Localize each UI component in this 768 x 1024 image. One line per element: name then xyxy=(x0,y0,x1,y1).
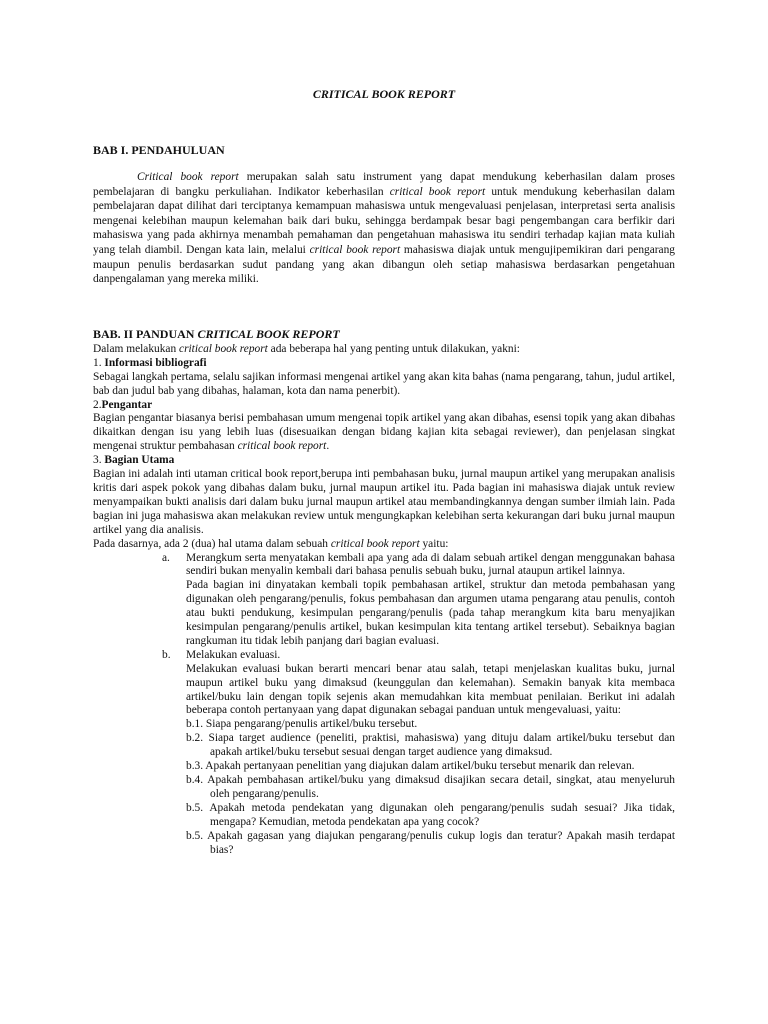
item-a-text-2: Pada bagian ini dinyatakan kembali topik pembahasan artikel, struktur dan metoda pembahasan yang digunakan oleh pengarang/penulis, fokus pembahasan dan argumen utama pengarang atau penulis, contoh atau bukti pendukung, kesimpulan pengarang/penulis (pada tahap merangkum kita baru menyajikan kesimpulan pengarang/penulis artikel, bukan kesimpulan kita tentang artikel tersebut). Sebaiknya bagian rangkuman itu tidak lebih panjang dari bagian evaluasi. xyxy=(186,579,675,647)
section-1-number: 1. xyxy=(93,356,105,369)
section-2-number: 2. xyxy=(93,398,102,411)
section-2-text xyxy=(93,412,675,454)
section-3-text: Bagian ini adalah inti utaman critical book report,berupa inti pembahasan buku, jurnal maupun artikel yang merupakan analisis kritis dari aspek pokok yang dibahas dalam buku, jurnal maupun artikel itu. Pada bagian ini mahasiswa diajak untuk review menyampaikan bukti analisis dari dalam buku jurnal maupun artikel atau membandingkannya dengan sumber ilmiah lain. Pada bagian ini juga mahasiswa akan melakukan review untuk mengungkapkan kelebihan serta kekurangan dari buku jurnal maupun artikel yang dia analisis. xyxy=(93,468,675,536)
question-item: b.3. Apakah pertanyaan penelitian yang diajukan dalam artikel/buku tersebut menarik dan relevan. xyxy=(186,760,635,773)
question-item: b.2. Siapa target audience (peneliti, praktisi, mahasiswa) yang dituju dalam artikel/buku tersebut dan apakah artikel/buku tersebut sesuai dengan target audience yang dimaksud. xyxy=(186,732,675,759)
bab1-text-1: merupakan salah satu instrument yang dapat mendukung keberhasilan dalam proses pembelajaran di bangku perkuliahan. Indikator keberhasilan xyxy=(93,171,675,198)
bab2-intro-text-2: ada beberapa hal yang penting untuk dilakukan, yakni: xyxy=(267,342,520,355)
list-marker-b: b. xyxy=(162,648,171,661)
list-marker-a: a. xyxy=(162,551,170,564)
bab2-heading-em: CRITICAL BOOK REPORT xyxy=(197,327,340,341)
bab1-text-2: untuk mendukung keberhasilan dalam pembelajaran dapat dilihat dari terciptanya kemampuan mahasiswa untuk mengevaluasi penjelasan, interpretasi serta analisis mengenai kelebihan maupun kelemahan baik dari buku, sehingga berdampak besar bagi pengembangan cara berfikir dari mahasiswa yang pada akhirnya menambah pemahaman dan pengetahuan mahasiswa itu sendiri terhadap kajian mata kuliah yang telah diambil. Dengan kata lain, melalui xyxy=(93,185,675,256)
section-2-text-2: . xyxy=(326,440,330,453)
main-points-list xyxy=(93,552,675,858)
section-3-lead-text-1: Pada dasarnya, ada 2 (dua) hal utama dalam sebuah xyxy=(93,537,331,550)
bab2-intro-text-1: Dalam melakukan xyxy=(93,342,180,355)
bab2-section xyxy=(93,328,675,857)
evaluation-questions xyxy=(186,718,675,857)
section-2-title: Pengantar xyxy=(101,398,153,411)
bab2-heading xyxy=(93,328,675,342)
section-3-title: Bagian Utama xyxy=(104,454,175,467)
section-2-heading xyxy=(93,399,675,413)
section-2-text-1: Bagian pengantar biasanya berisi pembahasan umum mengenai topik artikel yang akan dibahas, esensi topik yang akan dibahas dikaitkan dengan isu yang lebih luas (disesuaikan dengan bidang kajian kita sebagai reviewer), dan penjelasan singkat mengenai struktur pembahasan xyxy=(93,412,675,453)
bab2-heading-prefix: BAB. II PANDUAN xyxy=(93,327,198,341)
bab1-em-1: Critical book report xyxy=(137,171,239,183)
section-1-text: Sebagai langkah pertama, selalu sajikan informasi mengenai artikel yang akan kita bahas (nama pengarang, tahun, judul artikel, bab dan judul bab yang dibahas, halaman, kota dan nama penerbit). xyxy=(93,370,675,397)
item-b-text-1: Melakukan evaluasi. xyxy=(186,648,281,661)
list-item-a xyxy=(93,552,675,649)
bab2-intro xyxy=(93,343,675,357)
question-item: b.5. Apakah gagasan yang diajukan pengarang/penulis cukup logis dan teratur? Apakah masih terdapat bias? xyxy=(186,829,675,856)
list-item-b xyxy=(93,649,675,858)
bab2-intro-em: critical book report xyxy=(179,342,268,355)
bab1-em-3: critical book report xyxy=(309,243,401,256)
question-item: b.4. Apakah pembahasan artikel/buku yang dimaksud disajikan secara detail, singkat, atau menyeluruh oleh pengarang/penulis. xyxy=(186,774,675,800)
bab1-paragraph xyxy=(93,170,675,287)
item-a-text-1: Merangkum serta menyatakan kembali apa yang ada di dalam sebuah artikel dengan menggunakan bahasa sendiri bukan menyalin kembali dari bahasa penulis sebuah buku, jurnal ataupun artikel lainnya. xyxy=(186,551,675,578)
item-b-text-2: Melakukan evaluasi bukan berarti mencari benar atau salah, tetapi menjelaskan kualitas buku, jurnal maupun artikel buku yang dimaksud (keunggulan dan kelemahan). Semakin banyak kita membaca artikel/buku lain dengan topik sejenis akan memudahkan kita membuat penilaian. Berikut ini adalah beberapa contoh pertanyaan yang dapat digunakan sebagai panduan untuk mengevaluasi, yaitu: xyxy=(186,662,675,717)
section-3-number: 3. xyxy=(93,454,105,467)
bab1-heading: BAB I. PENDAHULUAN xyxy=(93,143,225,157)
section-3-lead-text-2: yaitu: xyxy=(419,537,449,550)
bab1-em-2: critical book report xyxy=(389,185,486,198)
question-item: b.5. Apakah metoda pendekatan yang digunakan oleh pengarang/penulis sudah sesuai? Jika tidak, mengapa? Kemudian, metoda pendekatan apa yang cocok? xyxy=(186,801,675,828)
section-3-lead-em: critical book report xyxy=(330,537,420,550)
section-1-heading xyxy=(93,357,675,371)
document-title: CRITICAL BOOK REPORT xyxy=(312,87,456,101)
section-2-em: critical book report xyxy=(237,440,327,453)
bab1-text-3: mahasiswa diajak untuk mengujipemikiran dari pengarang maupun penulis berdasarkan sudut pandang yang akan dibangun oleh setiap mahasiswa berdasarkan pengetahuan danpengalaman yang mereka miliki. xyxy=(93,243,675,286)
question-item: b.1. Siapa pengarang/penulis artikel/buku tersebut. xyxy=(186,718,418,731)
section-1-title: Informasi bibliografi xyxy=(104,356,207,369)
section-3-heading xyxy=(93,454,675,468)
section-3-lead xyxy=(93,538,675,552)
